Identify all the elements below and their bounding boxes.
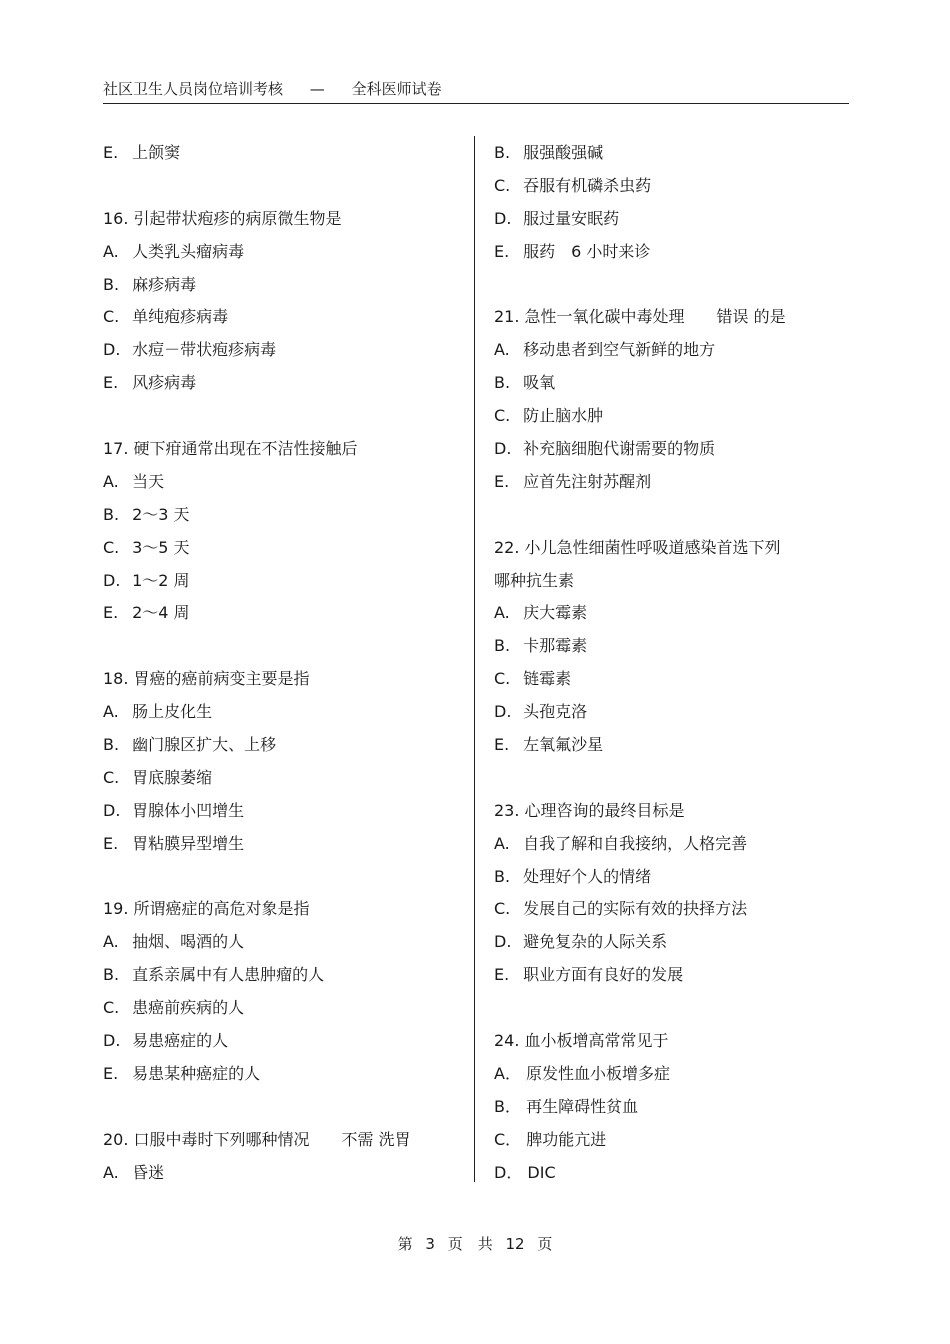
question-number: 24. [494,1031,520,1051]
answer-option [494,696,849,729]
option-label: E. [494,965,510,985]
option-text: 卡那霉素 [523,636,588,656]
answer-option [494,1058,849,1091]
answer-option [494,630,849,663]
option-text: 肠上皮化生 [132,702,213,722]
header-rule [103,103,849,104]
option-label: D. [103,570,121,590]
option-text: 吞服有机磷杀虫药 [523,175,652,195]
answer-option [103,729,458,762]
option-text: 直系亲属中有人患肿瘤的人 [132,965,325,985]
header-title: 社区卫生人员岗位培训考核 [103,80,284,98]
option-label: B. [494,373,511,393]
answer-option [494,334,849,367]
option-text: 昏迷 [132,1162,165,1182]
option-text: 风疹病毒 [132,373,197,393]
left-column [103,137,458,1190]
option-label: C． [494,1129,522,1149]
answer-option [494,137,849,170]
spacer [103,630,458,663]
answer-option [103,926,458,959]
option-label: C. [494,899,511,919]
option-label: B. [494,636,511,656]
spacer [103,861,458,894]
option-label: A. [494,833,510,853]
header-subtitle: 全科医师试卷 [351,80,442,98]
option-text: 胃腺体小凹增生 [132,800,245,820]
option-text: 头孢克洛 [523,702,588,722]
answer-option [494,1091,849,1124]
answer-option [103,565,458,598]
answer-option [494,729,849,762]
answer-option [494,466,849,499]
question-stem [103,1124,458,1157]
option-text: 2～4 周 [132,603,190,623]
option-text: 胃粘膜异型增生 [132,833,245,853]
option-label: D. [103,340,121,360]
answer-option [494,959,849,992]
option-text: 移动患者到空气新鲜的地方 [523,340,716,360]
answer-option [494,663,849,696]
option-text: 再生障碍性贫血 [526,1096,639,1116]
option-text: 发展自己的实际有效的抉择方法 [523,899,748,919]
option-label: E. [103,603,119,623]
option-text: 服药 6 小时来诊 [523,241,651,261]
option-text: 患癌前疾病的人 [132,998,245,1018]
spacer [103,170,458,203]
option-text: 吸氧 [523,373,556,393]
option-label: A. [494,340,510,360]
option-label: C. [494,669,511,689]
option-label: D. [494,932,512,952]
option-label: A. [103,702,119,722]
spacer [494,992,849,1025]
option-text: 幽门腺区扩大、上移 [132,735,277,755]
question-number: 22. [494,537,520,557]
option-text: 人类乳头瘤病毒 [132,241,245,261]
option-text: 麻疹病毒 [132,274,197,294]
option-label: C. [494,406,511,426]
option-label: C. [103,537,120,557]
option-label: E. [103,143,119,162]
option-label: E. [103,373,119,393]
answer-option [494,170,849,203]
question-text: 所谓癌症的高危对象是指 [133,899,310,919]
question-text: 心理咨询的最终目标是 [524,800,685,820]
option-text: 避免复杂的人际关系 [523,932,668,952]
option-label: B. [494,143,511,162]
option-text: 服过量安眠药 [523,208,620,228]
answer-option [103,269,458,302]
answer-option [494,893,849,926]
question-stem-continued [494,565,849,598]
option-text: 脾功能亢进 [526,1129,607,1149]
answer-option [494,926,849,959]
question-stem [103,203,458,236]
option-label: B. [103,274,120,294]
answer-option [103,334,458,367]
footer-suffix: 页 [537,1235,553,1253]
answer-option [494,597,849,630]
option-text: 3～5 天 [132,537,190,557]
answer-option [494,433,849,466]
option-label: A. [103,471,119,491]
option-label: D. [494,208,512,228]
answer-option [103,762,458,795]
question-text: 硬下疳通常出现在不洁性接触后 [133,439,358,459]
page-header [103,78,442,99]
option-label: A. [103,1162,119,1182]
question-text: 口服中毒时下列哪种情况 不需 洗胃 [133,1129,411,1149]
answer-option [103,992,458,1025]
answer-option [103,795,458,828]
spacer [494,269,849,302]
option-label: A. [494,603,510,623]
option-label: B. [103,735,120,755]
option-label: E. [494,241,510,261]
answer-option [494,367,849,400]
option-label: C. [103,998,120,1018]
option-text: 易患癌症的人 [132,1031,229,1051]
answer-option [103,236,458,269]
option-text: 补充脑细胞代谢需要的物质 [523,439,716,459]
option-text: 职业方面有良好的发展 [523,965,684,985]
question-stem [494,1025,849,1058]
option-text: 单纯疱疹病毒 [132,307,229,327]
question-number: 17. [103,439,129,459]
option-label: A. [103,241,119,261]
option-label: E. [494,471,510,491]
option-label: D. [494,439,512,459]
right-column [494,137,849,1190]
answer-option [494,1157,849,1190]
answer-option [494,828,849,861]
answer-option [494,203,849,236]
answer-option [103,959,458,992]
answer-option [103,301,458,334]
footer-prefix: 第 [397,1235,413,1253]
option-label: C. [494,175,511,195]
question-number: 19. [103,899,129,919]
answer-option [103,1058,458,1091]
footer-total-pages: 12 [505,1235,525,1253]
question-text: 小儿急性细菌性呼吸道感染首选下列 [524,537,781,557]
question-number: 23. [494,800,520,820]
footer-mid: 页 共 [447,1235,493,1253]
spacer [103,1091,458,1124]
column-divider [474,136,475,1182]
spacer [494,499,849,532]
option-label: E. [494,735,510,755]
answer-option [494,861,849,894]
option-text: 2～3 天 [132,504,190,524]
question-number: 18. [103,669,129,689]
option-text: 庆大霉素 [523,603,588,623]
option-text: 应首先注射苏醒剂 [523,471,652,491]
question-text: 血小板增高常常见于 [524,1031,669,1051]
option-text: 抽烟、喝酒的人 [132,932,245,952]
answer-option [103,532,458,565]
question-text: 引起带状疱疹的病原微生物是 [133,208,342,228]
question-stem [494,532,849,565]
question-stem [103,433,458,466]
option-text: 胃底腺萎缩 [132,767,213,787]
option-label: D. [494,702,512,722]
answer-option [103,1157,458,1190]
answer-option [103,696,458,729]
question-text: 胃癌的癌前病变主要是指 [133,669,310,689]
question-stem [494,301,849,334]
answer-option [494,400,849,433]
question-number: 20. [103,1129,129,1149]
answer-option [494,1124,849,1157]
option-text: 水痘－带状疱疹病毒 [132,340,277,360]
answer-option [103,137,458,170]
option-text: 1～2 周 [132,570,190,590]
answer-option [103,499,458,532]
option-text: 易患某种癌症的人 [132,1063,261,1083]
option-label: D． [494,1162,523,1182]
option-text: 上颌窦 [132,143,181,162]
question-stem [103,663,458,696]
option-label: B. [494,866,511,886]
question-stem [103,893,458,926]
option-text: 链霉素 [523,669,572,689]
page-footer [0,1233,950,1254]
option-label: E. [103,1063,119,1083]
answer-option [103,466,458,499]
option-label: A. [103,932,119,952]
option-label: C. [103,767,120,787]
option-label: E. [103,833,119,853]
question-text: 哪种抗生素 [494,570,575,590]
footer-page-number: 3 [425,1235,435,1253]
answer-option [103,1025,458,1058]
option-label: B． [494,1096,521,1116]
spacer [494,762,849,795]
option-label: D. [103,1031,121,1051]
option-text: 左氧氟沙星 [523,735,604,755]
option-text: 处理好个人的情绪 [523,866,652,886]
question-text: 急性一氧化碳中毒处理 错误 的是 [524,307,786,327]
question-number: 16. [103,208,129,228]
answer-option [494,236,849,269]
option-text: DIC [527,1162,556,1182]
answer-option [103,597,458,630]
question-stem [494,795,849,828]
option-text: 自我了解和自我接纳，人格完善 [523,833,748,853]
question-number: 21. [494,307,520,327]
option-text: 当天 [132,471,165,491]
spacer [103,400,458,433]
option-label: B. [103,504,120,524]
option-label: A． [494,1063,521,1083]
header-dash: — [309,80,325,98]
option-text: 服强酸强碱 [523,143,604,162]
answer-option [103,828,458,861]
option-label: D. [103,800,121,820]
option-label: B. [103,965,120,985]
option-text: 防止脑水肿 [523,406,604,426]
answer-option [103,367,458,400]
option-text: 原发性血小板增多症 [526,1063,671,1083]
option-label: C. [103,307,120,327]
